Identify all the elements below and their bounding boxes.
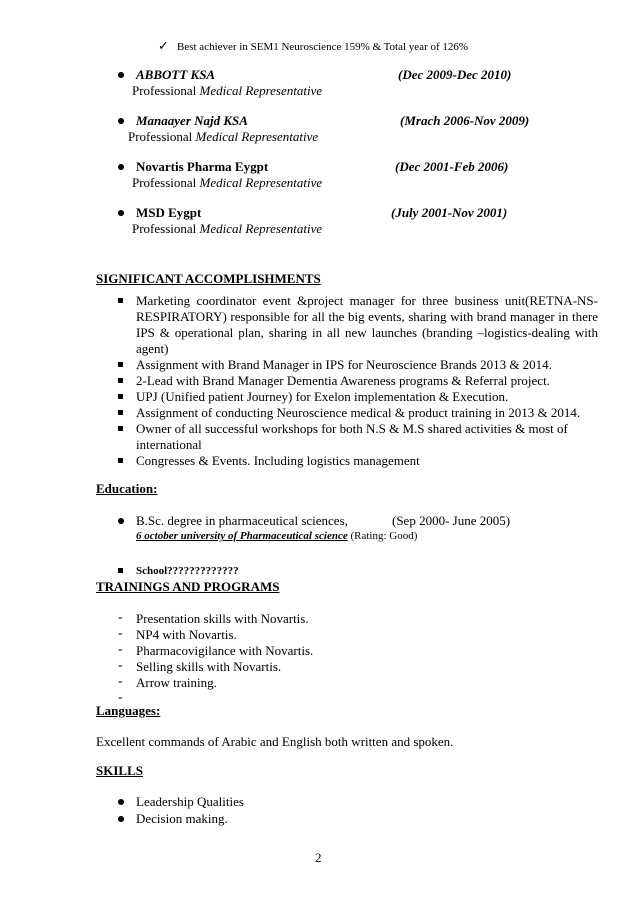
bullet-icon [118,816,124,822]
job-company: Manaayer Najd KSA [136,113,248,128]
training-item: Selling skills with Novartis. [136,659,282,674]
page-number: 2 [315,850,322,865]
languages-heading: Languages: [96,703,161,718]
accomplishment-item: Assignment with Brand Manager in IPS for Neuroscience Brands 2013 & 2014. [136,357,552,372]
languages-text: Excellent commands of Arabic and English both written and spoken. [96,734,454,749]
accomplishment-item: Congresses & Events. Including logistics management [136,453,420,468]
training-item: Arrow training. [136,675,217,690]
training-item: Presentation skills with Novartis. [136,611,309,626]
education-heading: Education: [96,481,158,496]
bullet-icon [118,394,123,399]
job-company: ABBOTT KSA [136,67,216,82]
achievement-text: Best achiever in SEM1 Neuroscience 159% & Total year of 126% [177,41,469,53]
bullet-icon [118,378,123,383]
accomplishment-item: Owner of all successful workshops for both N.S & M.S shared activities & most of international [136,421,568,452]
skill-item: Decision making. [136,811,228,826]
bullet-icon [118,362,123,367]
job-role: Professional Medical Representative [132,175,323,190]
bullet-icon [118,118,124,124]
training-item: Pharmacovigilance with Novartis. [136,643,314,658]
bullet-icon [118,568,123,573]
education-degree: B.Sc. degree in pharmaceutical sciences, [136,513,348,528]
job-company: Novartis Pharma Eygpt [136,159,269,174]
bullet-icon [118,164,124,170]
dash-bullet-icon: - [118,658,123,673]
accomplishment-item: UPJ (Unified patient Journey) for Exelon implementation & Execution. [136,389,509,404]
education-school: School????????????? [136,565,239,577]
job-company: MSD Eygpt [136,205,202,220]
trainings-heading: TRAININGS AND PROGRAMS [96,579,280,594]
skills-heading: SKILLS [96,763,143,778]
dash-bullet-icon: - [118,642,123,657]
bullet-icon [118,72,124,78]
bullet-icon [118,426,123,431]
bullet-icon [118,458,123,463]
accomplishment-item: Assignment of conducting Neuroscience medical & product training in 2013 & 2014. [136,405,581,420]
accomplishment-item: Marketing coordinator event &project manager for three business unit(RETNA-NS-RESPIRATORY) responsible for all the big events, sharing with brand manager in there IPS & operational plan, sharing in all new launches (branding –logistics-dealing with agent) [136,293,598,356]
education-dates: (Sep 2000- June 2005) [392,513,511,528]
job-dates: (Dec 2001-Feb 2006) [395,159,509,174]
bullet-icon [118,518,124,524]
job-dates: (July 2001-Nov 2001) [391,205,508,220]
dash-bullet-icon: - [118,674,123,689]
education-university-line: 6 october university of Pharmaceutical science (Rating: Good) [136,530,418,542]
bullet-icon [118,298,123,303]
accomplishment-item: 2-Lead with Brand Manager Dementia Awareness programs & Referral project. [136,373,550,388]
accomplishments-heading: SIGNIFICANT ACCOMPLISHMENTS [96,271,321,286]
checkmark-icon: ✓ [158,38,169,53]
job-role: Professional Medical Representative [132,83,323,98]
job-role: Professional Medical Representative [128,129,319,144]
job-dates: (Mrach 2006-Nov 2009) [400,113,530,128]
job-dates: (Dec 2009-Dec 2010) [398,67,512,82]
training-item: NP4 with Novartis. [136,627,237,642]
bullet-icon [118,410,123,415]
dash-bullet-icon: - [118,610,123,625]
skill-item: Leadership Qualities [136,794,244,809]
dash-bullet-icon: - [118,690,123,705]
bullet-icon [118,799,124,805]
dash-bullet-icon: - [118,626,123,641]
bullet-icon [118,210,124,216]
job-role: Professional Medical Representative [132,221,323,236]
